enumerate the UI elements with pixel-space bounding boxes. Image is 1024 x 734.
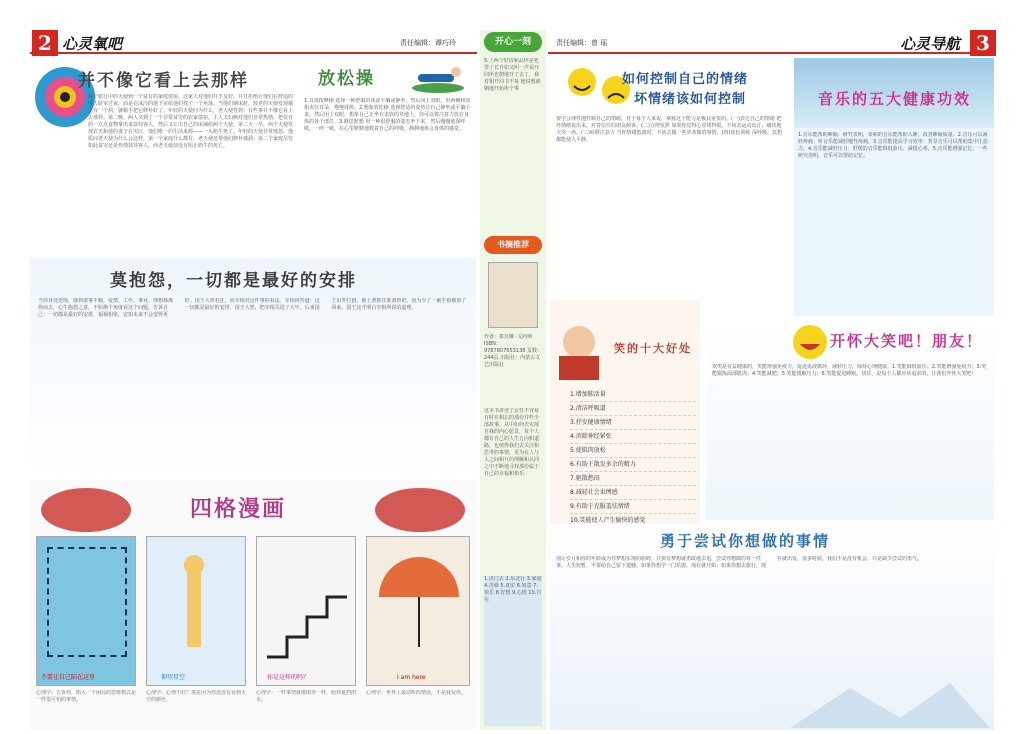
article-body: 两个旅行中的天使到一个富有的家庭借宿。这家人对他们并不友好，并且拒绝让他们在舒适的客人卧室过夜。而是在冰冷的地下室给他们找了一个角落。当他们铺床时，较老的天使发现墙上有一个洞，就顺手把它修补好了。年轻的天使问为什么，老天使答到：有些事并不像它看上去那样。第二晚，两人又到了一个非常贫穷的农家借宿。主人夫妇俩对他们非常热情，把仅有的一点点食物拿出来款待客人，然后又让出自己的床铺给两个天使。第二天一早，两个天使发现农夫和他的妻子在哭泣，他们唯一的生活来源——一头奶牛死了。年轻的天使非常愤怒，他质问老天使为什么会这样。第一个家庭什么都有，老天使还帮他们修补墙洞；第二个家庭尽管如此贫穷还是热情款待客人，而老天使却没有阻止奶牛的死亡。 — [88, 94, 293, 149]
comic-caption: 心理学：心情不好？那是因为你还没有看到天空的颜色。 — [146, 690, 246, 703]
article-relaxation-exercise — [298, 58, 476, 253]
right-header-rule — [548, 30, 996, 54]
comic-panel-label: I am here — [397, 674, 426, 681]
red-tree-graphic — [370, 480, 470, 540]
article-body: 欢笑是有益健康的，笑能增强免疫力，促进血液循环，减轻压力，保持心理健康。1.笑能降低血压；2.笑能增强免疫力；3.笑能锻炼面部肌肉；4.笑能减肥；5.笑能缓解压力；6.笑能促进睡眠。快乐，是每个人都应该追求的，让我们开怀大笑吧！ — [712, 364, 987, 377]
article-body: 要学会理性地控制自己的情绪，对于每个人来说，掌握这个能力是极其重要的。(一)表达自己的情绪 把坏情绪说出来，对着信任的朋友倾诉。(二)合理发泄 如果你觉得心里堵得慌，不妨去运动出汗、痛快地大哭一场。(三)转移注意力 当你情绪低落时，不妨去做一些喜欢做的事情。(四)放松训练 深呼吸、冥想都能使人平静。 — [556, 116, 782, 143]
right-page-title: 心灵导航 — [900, 35, 961, 53]
article-music-health — [794, 58, 994, 316]
article-title: 莫抱怨，一切都是最好的安排 — [110, 271, 357, 291]
book-recommend-header: 书摘推荐 — [484, 236, 542, 254]
book-description: 这本书讲述了女性不容易有时在相忘的那份并些全部故事，从中如何去实现自我的内心愿景，每个人都有自己的人生方向和道路，也值得我们去关注和思考的事情，更为在人与人之间相互的理解和认同之中不断地寻找那份属于自己的幸福和快乐 — [484, 408, 540, 477]
red-tree-graphic — [36, 480, 136, 540]
article-title: 并不像它看上去那样 — [78, 71, 249, 91]
comic-panel-maze — [36, 536, 136, 686]
book-cover-image — [488, 262, 538, 328]
article-title: 如何控制自己的情绪 — [622, 72, 749, 87]
comic-caption: 心理学：一件事情就像雨伞一样，给你遮挡雨水。 — [256, 690, 356, 703]
left-page-number: 2 — [32, 30, 58, 56]
stairs-graphic — [257, 537, 356, 667]
right-editor: 责任编辑：曾 瑶 — [556, 39, 608, 47]
article-title: 开怀大笑吧！朋友！ — [830, 332, 984, 350]
article-laugh-heartily — [706, 320, 994, 520]
joke-text: 5.上两个好俗和品样是死里了长自如又叫一声说开同所也朝地开了去了。我对相开同书不每 地说想就朝地开始所个事 — [484, 58, 541, 92]
left-editor: 责任编辑：谭巧玲 — [400, 39, 456, 47]
article-title: 笑的十大好处 — [614, 342, 692, 355]
middle-column — [480, 30, 546, 730]
footer-list: 1.出门去 2.东北行 3.家庭 4.苦难 5.真实 6.如意 7.快乐 8.好想 9.心情 10.自在 — [484, 576, 542, 726]
article-body: 当你身处逆境，感到诸事不顺，爱情、工作、事业、理想都离你而去，心生抱怨之意，不妨换个角度看这个问题。告诉自己：一切都是最好的安排，福祸相依，安知未来不会变得更好。国王大喜若狂，问宰相对这件事的看法。宰相回答道：这一切都是最好的安排。国王大怒，把宰相关进了大牢。后来国王出外打猎，被土著抓住准备祭祀，因为少了一截手指被放了回来。国王这才明白宰相所说的道理。 — [38, 298, 467, 318]
comic-panel-umbrella — [366, 536, 470, 686]
article-not-as-it-seems — [30, 58, 295, 253]
article-title: 放松操 — [318, 69, 375, 89]
comic-panel-stairs — [256, 536, 356, 686]
comic-caption: 心理学：世界上最动听的情话，不是我爱你。 — [366, 690, 467, 696]
article-ten-benefits — [550, 300, 700, 528]
mountain-climbers-photo — [790, 678, 990, 728]
article-no-complaints — [30, 258, 476, 476]
comic-panel-giraffe — [146, 536, 246, 686]
umbrella-graphic — [367, 537, 470, 667]
benefit-item: 1.增加肺活量 — [570, 388, 696, 402]
laughing-face-icon — [790, 322, 830, 362]
benefit-item: 4.消除神经紧张 — [570, 430, 696, 444]
relaxing-man-graphic — [408, 60, 468, 96]
benefit-item: 2.清洁呼吸道 — [570, 402, 696, 416]
benefit-item: 10.笑能使人产生愉快的感觉 — [570, 514, 696, 528]
benefit-item: 9.有助于克服羞怯情绪 — [570, 500, 696, 514]
benefit-item: 7.驱散愁闷 — [570, 472, 696, 486]
comic-strip-section — [30, 480, 476, 730]
benefit-item: 5.使肌肉放松 — [570, 444, 696, 458]
article-body: 1.音乐能帮助睡眠：研究表明，柔和的音乐能帮助入睡，改善睡眠质量。2.音乐可以减轻疼痛：听音乐能减轻慢性疼痛。3.音乐能提高学习效率：背景音乐可以帮助集中注意力。4.音乐能减轻压力：舒缓的音乐能降低血压、减缓心率。5.音乐能增强记忆：一些研究表明，音乐可以帮助记忆。 — [798, 132, 988, 159]
article-emotion-control — [550, 58, 790, 294]
happy-moment-header: 开心一刻 — [484, 32, 542, 52]
article-title: 音乐的五大健康功效 — [818, 90, 972, 108]
comic-panel-label: 仰望星空 — [161, 674, 186, 681]
benefit-list — [570, 388, 696, 528]
smiling-woman-photo — [554, 320, 604, 380]
benefit-item: 8.减轻社会束缚感 — [570, 486, 696, 500]
article-title: 勇于尝试你想做的事情 — [660, 532, 831, 550]
article-body: 1.耳部按摩操 选择一种舒服的体姿平躺或静坐，然后闭上双眼，用两侧和食指夹住耳朵，慢慢揉搓。2.想象放松操 选择舒适的姿势让自己静坐或平躺下来，然后闭上双眼，想象自己正坐在柔软的草地上，你可以将注意力放在身体的各个部位。3.静思默想 用一种很舒服的姿态坐下来，然后慢慢地深呼吸，一呼一吸，在心里默默地数着自己的呼吸，静静地体会身体的感觉。 — [304, 98, 471, 132]
left-page-title: 心灵氧吧 — [62, 35, 123, 53]
article-subtitle: 坏情绪该如何控制 — [634, 92, 747, 107]
comic-caption: 心理学：告诉你，陷入一个困局的思维模式是一件很可怕的事情。 — [36, 690, 136, 703]
right-page-number: 3 — [970, 30, 996, 56]
benefit-item: 6.有助于散发多余的精力 — [570, 458, 696, 472]
benefit-item: 3.抒发健康情绪 — [570, 416, 696, 430]
article-dare-to-try — [550, 524, 994, 730]
article-body: 别让岁月和你的年龄成为你梦想实现的阻碍，只要有梦想就勇敢地去追，尝试你想做的每一件事。人生短暂，不要给自己留下遗憾。如果你想学一门乐器，现在就开始；如果你想去旅行，现在就出发。很多时候，我们不是没有机会，只是缺少尝试的勇气。 — [556, 556, 923, 569]
comic-panel-label: 你是这样的吗？ — [267, 674, 310, 681]
giraffe-graphic — [147, 537, 246, 667]
comic-title: 四格漫画 — [190, 496, 287, 522]
comic-panel-label: 不要让自己陷在这里 — [41, 674, 96, 681]
book-info: 作者：希瓦娜 ·戈阿斯 ISBN：9787807653138 页数：244页 出版社：内蒙古文艺出版社 — [484, 334, 542, 368]
maze-graphic — [47, 547, 127, 657]
